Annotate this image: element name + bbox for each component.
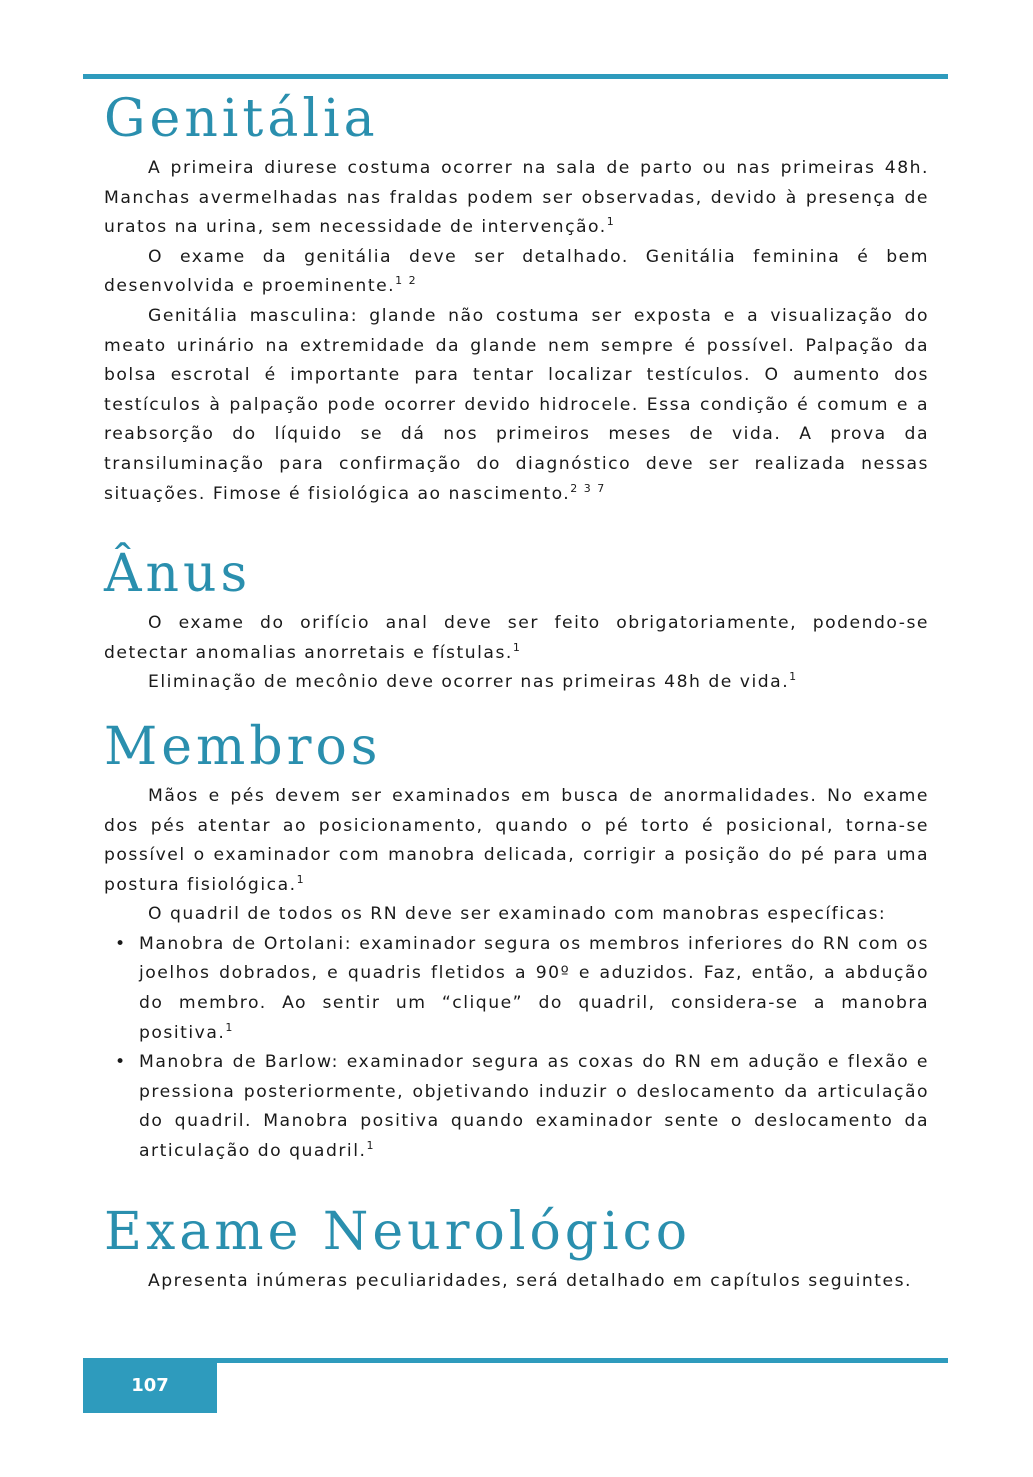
paragraph [104, 243, 929, 302]
reference-marker: 1 [296, 872, 306, 886]
reference-marker: 2 3 7 [570, 481, 606, 495]
reference-marker: 1 [366, 1139, 375, 1153]
paragraph [104, 609, 929, 668]
section-title: Membros [104, 716, 382, 777]
page-number: 107 [83, 1358, 217, 1413]
reference-marker: 1 [225, 1020, 234, 1034]
section-membros [104, 712, 929, 1167]
paragraph-text: Genitália masculina: glande não costuma ser exposta e a visualização do meato urinário na extremidade da glande nem sempre é possível. Palpação da bolsa escrotal é importante para tentar localizar testículos. O aumento dos testículos à palpação pode ocorrer devido hidrocele. Essa condição é comum e a reabsorção do líquido se dá nos primeiros meses de vida. A prova da transiluminação para confirmação do diagnóstico deve ser realizada nessas situações. Fimose é fisiológica ao nascimento. [104, 305, 929, 504]
list-item [139, 1048, 929, 1166]
section-anus [104, 539, 929, 698]
paragraph [104, 1267, 929, 1297]
paragraph-text: Apresenta inúmeras peculiaridades, será detalhado em capítulos seguintes. [148, 1270, 913, 1291]
list-item-text: Manobra de Ortolani: examinador segura os membros inferiores do RN com os joelhos dobrados, e quadris fletidos a 90º e aduzidos. Faz, então, a abdução do membro. Ao sentir um “clique” do quadril, considera-se a manobra positiva. [139, 933, 929, 1043]
list-item-text: Manobra de Barlow: examinador segura as coxas do RN em adução e flexão e pressiona posteriormente, objetivando induzir o deslocamento da articulação do quadril. Manobra positiva quando examinador sente o deslocamento da articulação do quadril. [139, 1052, 929, 1162]
section-title: Genitália [104, 89, 379, 149]
paragraph [104, 668, 929, 698]
paragraph [104, 302, 929, 509]
reference-marker: 1 [606, 215, 616, 229]
paragraph [104, 900, 929, 930]
paragraph-text: Mãos e pés devem ser examinados em busca de anormalidades. No exame dos pés atentar ao posicionamento, quando o pé torto é posicional, torna-se possível o examinador com manobra delicada, corrigir a posição do pé para uma postura fisiológica. [104, 785, 929, 895]
paragraph [104, 782, 929, 900]
paragraph-text: Eliminação de mecônio deve ocorrer nas primeiras 48h de vida. [148, 672, 790, 693]
section-genitalia [104, 84, 929, 509]
section-title: Exame Neurológico [104, 1201, 692, 1262]
bullet-list [104, 930, 929, 1167]
paragraph-text: A primeira diurese costuma ocorrer na sala de parto ou nas primeiras 48h. Manchas avermelhadas nas fraldas podem ser observadas, devido à presença de uratos na urina, sem necessidade de intervenção. [104, 158, 929, 238]
paragraph-text: O exame do orifício anal deve ser feito obrigatoriamente, podendo-se detectar anomalias anorretais e fístulas. [104, 613, 929, 663]
list-item [139, 930, 929, 1048]
paragraph-text: O exame da genitália deve ser detalhado. Genitália feminina é bem desenvolvida e proeminente. [104, 246, 929, 297]
top-divider [83, 74, 948, 79]
paragraph [104, 154, 929, 243]
section-title: Ânus [104, 544, 252, 605]
reference-marker: 1 [789, 670, 798, 684]
reference-marker: 1 [512, 640, 522, 654]
section-exame-neurologico [104, 1197, 929, 1297]
page-content [104, 84, 929, 1296]
paragraph-text: O quadril de todos os RN deve ser examinado com manobras específicas: [148, 904, 887, 925]
reference-marker: 1 2 [395, 274, 418, 288]
